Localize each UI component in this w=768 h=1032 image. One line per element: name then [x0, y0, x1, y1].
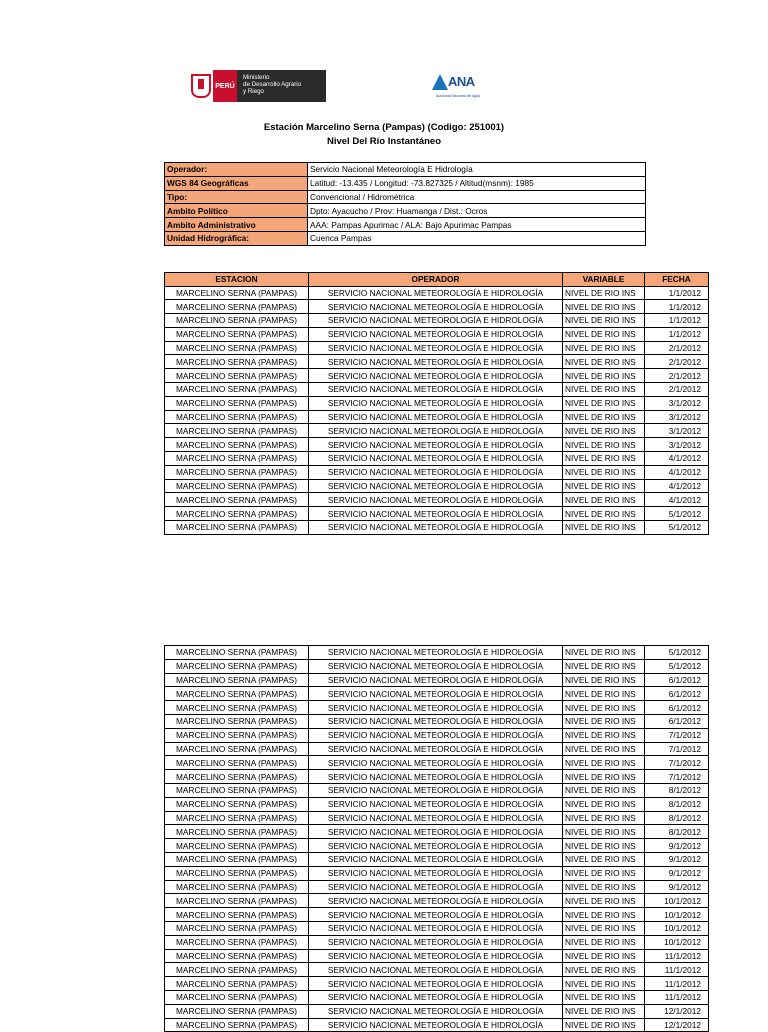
cell-variable: NIVEL DE RIO INS	[563, 866, 645, 880]
cell-operador: SERVICIO NACIONAL METEOROLOGÍA E HIDROLOGÍA	[309, 935, 563, 949]
cell-estacion: MARCELINO SERNA (PAMPAS)	[165, 714, 309, 728]
cell-variable: NIVEL DE RIO INS	[563, 383, 645, 397]
cell-operador: SERVICIO NACIONAL METEOROLOGÍA E HIDROLOGÍA	[309, 894, 563, 908]
cell-operador: SERVICIO NACIONAL METEOROLOGÍA E HIDROLOGÍA	[309, 728, 563, 742]
table-row	[165, 1018, 709, 1032]
cell-estacion: MARCELINO SERNA (PAMPAS)	[165, 963, 309, 977]
cell-fecha: 2/1/2012	[645, 341, 709, 355]
cell-variable: NIVEL DE RIO INS	[563, 493, 645, 507]
cell-operador: SERVICIO NACIONAL METEOROLOGÍA E HIDROLOGÍA	[309, 839, 563, 853]
cell-operador: SERVICIO NACIONAL METEOROLOGÍA E HIDROLOGÍA	[309, 1018, 563, 1032]
table-row	[165, 839, 709, 853]
cell-variable: NIVEL DE RIO INS	[563, 701, 645, 715]
cell-estacion: MARCELINO SERNA (PAMPAS)	[165, 438, 309, 452]
cell-operador: SERVICIO NACIONAL METEOROLOGÍA E HIDROLOGÍA	[309, 1004, 563, 1018]
cell-fecha: 2/1/2012	[645, 369, 709, 383]
cell-fecha: 4/1/2012	[645, 465, 709, 479]
cell-variable: NIVEL DE RIO INS	[563, 756, 645, 770]
info-row	[165, 204, 646, 218]
cell-estacion: MARCELINO SERNA (PAMPAS)	[165, 977, 309, 991]
table-row	[165, 894, 709, 908]
table-row	[165, 949, 709, 963]
cell-estacion: MARCELINO SERNA (PAMPAS)	[165, 866, 309, 880]
cell-estacion: MARCELINO SERNA (PAMPAS)	[165, 424, 309, 438]
table-row	[165, 921, 709, 935]
cell-fecha: 3/1/2012	[645, 410, 709, 424]
info-label: Ambito Administrativo	[165, 218, 308, 232]
ana-subtitle: Autoridad Nacional del Agua	[435, 94, 481, 98]
cell-fecha: 11/1/2012	[645, 977, 709, 991]
cell-variable: NIVEL DE RIO INS	[563, 410, 645, 424]
data-table-page1	[164, 272, 709, 535]
cell-operador: SERVICIO NACIONAL METEOROLOGÍA E HIDROLOGÍA	[309, 438, 563, 452]
cell-variable: NIVEL DE RIO INS	[563, 286, 645, 300]
cell-estacion: MARCELINO SERNA (PAMPAS)	[165, 990, 309, 1004]
info-row	[165, 163, 646, 177]
table-row	[165, 714, 709, 728]
table-row	[165, 341, 709, 355]
cell-operador: SERVICIO NACIONAL METEOROLOGÍA E HIDROLOGÍA	[309, 701, 563, 715]
cell-variable: NIVEL DE RIO INS	[563, 797, 645, 811]
header-fecha: FECHA	[645, 273, 709, 287]
table-row	[165, 410, 709, 424]
cell-variable: NIVEL DE RIO INS	[563, 742, 645, 756]
cell-fecha: 6/1/2012	[645, 701, 709, 715]
table-row	[165, 646, 709, 660]
cell-estacion: MARCELINO SERNA (PAMPAS)	[165, 949, 309, 963]
table-row	[165, 438, 709, 452]
table-row	[165, 811, 709, 825]
cell-variable: NIVEL DE RIO INS	[563, 852, 645, 866]
cell-fecha: 4/1/2012	[645, 452, 709, 466]
cell-operador: SERVICIO NACIONAL METEOROLOGÍA E HIDROLOGÍA	[309, 990, 563, 1004]
table-row	[165, 452, 709, 466]
cell-fecha: 9/1/2012	[645, 839, 709, 853]
cell-operador: SERVICIO NACIONAL METEOROLOGÍA E HIDROLOGÍA	[309, 770, 563, 784]
table-row	[165, 825, 709, 839]
table-row	[165, 493, 709, 507]
cell-operador: SERVICIO NACIONAL METEOROLOGÍA E HIDROLOGÍA	[309, 756, 563, 770]
info-value: Convencional / Hidrométrica	[308, 190, 646, 204]
table-row	[165, 990, 709, 1004]
table-row	[165, 770, 709, 784]
cell-fecha: 8/1/2012	[645, 811, 709, 825]
cell-estacion: MARCELINO SERNA (PAMPAS)	[165, 673, 309, 687]
cell-variable: NIVEL DE RIO INS	[563, 839, 645, 853]
info-label: WGS 84 Geográficas	[165, 176, 308, 190]
header-operador: OPERADOR	[309, 273, 563, 287]
cell-variable: NIVEL DE RIO INS	[563, 646, 645, 660]
cell-estacion: MARCELINO SERNA (PAMPAS)	[165, 341, 309, 355]
peru-crest-icon	[189, 70, 213, 102]
cell-operador: SERVICIO NACIONAL METEOROLOGÍA E HIDROLOGÍA	[309, 424, 563, 438]
cell-variable: NIVEL DE RIO INS	[563, 921, 645, 935]
table-row	[165, 880, 709, 894]
cell-estacion: MARCELINO SERNA (PAMPAS)	[165, 646, 309, 660]
cell-estacion: MARCELINO SERNA (PAMPAS)	[165, 687, 309, 701]
page-title: Estación Marcelino Serna (Pampas) (Codigo: 251001)	[263, 122, 505, 133]
cell-fecha: 7/1/2012	[645, 756, 709, 770]
station-info-table	[164, 162, 646, 246]
cell-estacion: MARCELINO SERNA (PAMPAS)	[165, 314, 309, 328]
cell-variable: NIVEL DE RIO INS	[563, 811, 645, 825]
cell-fecha: 3/1/2012	[645, 424, 709, 438]
info-row	[165, 218, 646, 232]
cell-fecha: 3/1/2012	[645, 396, 709, 410]
cell-fecha: 10/1/2012	[645, 935, 709, 949]
info-label: Ambito Político	[165, 204, 308, 218]
cell-estacion: MARCELINO SERNA (PAMPAS)	[165, 770, 309, 784]
cell-estacion: MARCELINO SERNA (PAMPAS)	[165, 300, 309, 314]
cell-fecha: 4/1/2012	[645, 493, 709, 507]
cell-operador: SERVICIO NACIONAL METEOROLOGÍA E HIDROLOGÍA	[309, 783, 563, 797]
cell-estacion: MARCELINO SERNA (PAMPAS)	[165, 507, 309, 521]
cell-fecha: 4/1/2012	[645, 479, 709, 493]
cell-estacion: MARCELINO SERNA (PAMPAS)	[165, 797, 309, 811]
cell-operador: SERVICIO NACIONAL METEOROLOGÍA E HIDROLOGÍA	[309, 521, 563, 535]
cell-fecha: 11/1/2012	[645, 949, 709, 963]
cell-operador: SERVICIO NACIONAL METEOROLOGÍA E HIDROLOGÍA	[309, 341, 563, 355]
cell-estacion: MARCELINO SERNA (PAMPAS)	[165, 811, 309, 825]
table-row	[165, 465, 709, 479]
info-row	[165, 176, 646, 190]
cell-operador: SERVICIO NACIONAL METEOROLOGÍA E HIDROLOGÍA	[309, 507, 563, 521]
cell-variable: NIVEL DE RIO INS	[563, 770, 645, 784]
table-row	[165, 756, 709, 770]
table-row	[165, 659, 709, 673]
cell-estacion: MARCELINO SERNA (PAMPAS)	[165, 521, 309, 535]
cell-fecha: 10/1/2012	[645, 894, 709, 908]
cell-variable: NIVEL DE RIO INS	[563, 977, 645, 991]
cell-operador: SERVICIO NACIONAL METEOROLOGÍA E HIDROLOGÍA	[309, 852, 563, 866]
cell-operador: SERVICIO NACIONAL METEOROLOGÍA E HIDROLOGÍA	[309, 866, 563, 880]
cell-variable: NIVEL DE RIO INS	[563, 300, 645, 314]
cell-variable: NIVEL DE RIO INS	[563, 327, 645, 341]
table-row	[165, 935, 709, 949]
cell-variable: NIVEL DE RIO INS	[563, 825, 645, 839]
cell-fecha: 7/1/2012	[645, 742, 709, 756]
cell-operador: SERVICIO NACIONAL METEOROLOGÍA E HIDROLOGÍA	[309, 465, 563, 479]
table-row	[165, 479, 709, 493]
table-row	[165, 355, 709, 369]
cell-fecha: 9/1/2012	[645, 880, 709, 894]
cell-variable: NIVEL DE RIO INS	[563, 659, 645, 673]
info-value: Latitud: -13.435 / Longitud: -73.827325 / Altitud(msnm): 1985	[308, 176, 646, 190]
cell-fecha: 1/1/2012	[645, 286, 709, 300]
info-label: Tipo:	[165, 190, 308, 204]
cell-estacion: MARCELINO SERNA (PAMPAS)	[165, 286, 309, 300]
cell-operador: SERVICIO NACIONAL METEOROLOGÍA E HIDROLOGÍA	[309, 921, 563, 935]
info-row	[165, 190, 646, 204]
cell-variable: NIVEL DE RIO INS	[563, 465, 645, 479]
cell-estacion: MARCELINO SERNA (PAMPAS)	[165, 908, 309, 922]
cell-estacion: MARCELINO SERNA (PAMPAS)	[165, 355, 309, 369]
header-estacion: ESTACION	[165, 273, 309, 287]
cell-variable: NIVEL DE RIO INS	[563, 521, 645, 535]
header-variable: VARIABLE	[563, 273, 645, 287]
cell-fecha: 9/1/2012	[645, 866, 709, 880]
cell-variable: NIVEL DE RIO INS	[563, 396, 645, 410]
cell-operador: SERVICIO NACIONAL METEOROLOGÍA E HIDROLOGÍA	[309, 659, 563, 673]
cell-fecha: 12/1/2012	[645, 1004, 709, 1018]
cell-fecha: 10/1/2012	[645, 908, 709, 922]
cell-variable: NIVEL DE RIO INS	[563, 479, 645, 493]
cell-fecha: 5/1/2012	[645, 521, 709, 535]
cell-variable: NIVEL DE RIO INS	[563, 507, 645, 521]
cell-estacion: MARCELINO SERNA (PAMPAS)	[165, 383, 309, 397]
cell-operador: SERVICIO NACIONAL METEOROLOGÍA E HIDROLOGÍA	[309, 410, 563, 424]
cell-fecha: 1/1/2012	[645, 300, 709, 314]
peru-label: PERÚ	[213, 70, 237, 102]
table-row	[165, 383, 709, 397]
cell-estacion: MARCELINO SERNA (PAMPAS)	[165, 839, 309, 853]
cell-fecha: 8/1/2012	[645, 797, 709, 811]
table-row	[165, 396, 709, 410]
cell-fecha: 1/1/2012	[645, 327, 709, 341]
cell-estacion: MARCELINO SERNA (PAMPAS)	[165, 880, 309, 894]
cell-operador: SERVICIO NACIONAL METEOROLOGÍA E HIDROLOGÍA	[309, 452, 563, 466]
cell-estacion: MARCELINO SERNA (PAMPAS)	[165, 396, 309, 410]
cell-estacion: MARCELINO SERNA (PAMPAS)	[165, 1018, 309, 1032]
cell-operador: SERVICIO NACIONAL METEOROLOGÍA E HIDROLOGÍA	[309, 300, 563, 314]
data-table-page2	[164, 645, 709, 1032]
cell-operador: SERVICIO NACIONAL METEOROLOGÍA E HIDROLOGÍA	[309, 355, 563, 369]
table-row	[165, 507, 709, 521]
table-row	[165, 797, 709, 811]
table-row	[165, 673, 709, 687]
table-row	[165, 783, 709, 797]
cell-operador: SERVICIO NACIONAL METEOROLOGÍA E HIDROLOGÍA	[309, 286, 563, 300]
cell-estacion: MARCELINO SERNA (PAMPAS)	[165, 465, 309, 479]
cell-operador: SERVICIO NACIONAL METEOROLOGÍA E HIDROLOGÍA	[309, 493, 563, 507]
cell-operador: SERVICIO NACIONAL METEOROLOGÍA E HIDROLOGÍA	[309, 646, 563, 660]
table-row	[165, 866, 709, 880]
cell-operador: SERVICIO NACIONAL METEOROLOGÍA E HIDROLOGÍA	[309, 963, 563, 977]
cell-operador: SERVICIO NACIONAL METEOROLOGÍA E HIDROLOGÍA	[309, 714, 563, 728]
cell-operador: SERVICIO NACIONAL METEOROLOGÍA E HIDROLOGÍA	[309, 314, 563, 328]
info-label: Operador:	[165, 163, 308, 177]
minag-logo	[189, 70, 326, 102]
info-row	[165, 231, 646, 245]
cell-fecha: 3/1/2012	[645, 438, 709, 452]
cell-fecha: 7/1/2012	[645, 728, 709, 742]
cell-variable: NIVEL DE RIO INS	[563, 963, 645, 977]
cell-fecha: 7/1/2012	[645, 770, 709, 784]
cell-variable: NIVEL DE RIO INS	[563, 355, 645, 369]
cell-fecha: 2/1/2012	[645, 355, 709, 369]
info-value: Servicio Nacional Meteorología E Hidrología	[308, 163, 646, 177]
cell-fecha: 1/1/2012	[645, 314, 709, 328]
cell-estacion: MARCELINO SERNA (PAMPAS)	[165, 894, 309, 908]
cell-variable: NIVEL DE RIO INS	[563, 314, 645, 328]
cell-variable: NIVEL DE RIO INS	[563, 369, 645, 383]
cell-operador: SERVICIO NACIONAL METEOROLOGÍA E HIDROLOGÍA	[309, 687, 563, 701]
cell-operador: SERVICIO NACIONAL METEOROLOGÍA E HIDROLOGÍA	[309, 811, 563, 825]
cell-variable: NIVEL DE RIO INS	[563, 880, 645, 894]
cell-estacion: MARCELINO SERNA (PAMPAS)	[165, 701, 309, 715]
table-row	[165, 369, 709, 383]
cell-estacion: MARCELINO SERNA (PAMPAS)	[165, 1004, 309, 1018]
cell-estacion: MARCELINO SERNA (PAMPAS)	[165, 728, 309, 742]
table-row	[165, 908, 709, 922]
info-value: AAA: Pampas Apurimac / ALA: Bajo Apurimac Pampas	[308, 218, 646, 232]
cell-estacion: MARCELINO SERNA (PAMPAS)	[165, 493, 309, 507]
cell-variable: NIVEL DE RIO INS	[563, 673, 645, 687]
info-value: Cuenca Pampas	[308, 231, 646, 245]
table-row	[165, 963, 709, 977]
cell-operador: SERVICIO NACIONAL METEOROLOGÍA E HIDROLOGÍA	[309, 396, 563, 410]
cell-variable: NIVEL DE RIO INS	[563, 687, 645, 701]
cell-variable: NIVEL DE RIO INS	[563, 908, 645, 922]
cell-estacion: MARCELINO SERNA (PAMPAS)	[165, 783, 309, 797]
ministry-name: Ministerio de Desarrollo Agrario y Riego	[237, 70, 326, 102]
cell-fecha: 5/1/2012	[645, 646, 709, 660]
cell-estacion: MARCELINO SERNA (PAMPAS)	[165, 410, 309, 424]
cell-variable: NIVEL DE RIO INS	[563, 438, 645, 452]
table-row	[165, 977, 709, 991]
cell-operador: SERVICIO NACIONAL METEOROLOGÍA E HIDROLOGÍA	[309, 369, 563, 383]
ana-drop-icon	[432, 74, 448, 90]
info-value: Dpto: Ayacucho / Prov: Huamanga / Dist.: Ocros	[308, 204, 646, 218]
cell-operador: SERVICIO NACIONAL METEOROLOGÍA E HIDROLOGÍA	[309, 797, 563, 811]
cell-estacion: MARCELINO SERNA (PAMPAS)	[165, 921, 309, 935]
cell-operador: SERVICIO NACIONAL METEOROLOGÍA E HIDROLOGÍA	[309, 327, 563, 341]
cell-fecha: 11/1/2012	[645, 963, 709, 977]
cell-fecha: 9/1/2012	[645, 852, 709, 866]
table-row	[165, 742, 709, 756]
ana-logo	[428, 72, 488, 102]
table-row	[165, 852, 709, 866]
cell-variable: NIVEL DE RIO INS	[563, 452, 645, 466]
table-row	[165, 728, 709, 742]
table-row	[165, 327, 709, 341]
cell-fecha: 6/1/2012	[645, 673, 709, 687]
table-row	[165, 521, 709, 535]
cell-operador: SERVICIO NACIONAL METEOROLOGÍA E HIDROLOGÍA	[309, 908, 563, 922]
cell-estacion: MARCELINO SERNA (PAMPAS)	[165, 659, 309, 673]
cell-fecha: 5/1/2012	[645, 659, 709, 673]
cell-variable: NIVEL DE RIO INS	[563, 341, 645, 355]
page-subtitle: Nivel Del Río Instantáneo	[326, 136, 442, 147]
cell-operador: SERVICIO NACIONAL METEOROLOGÍA E HIDROLOGÍA	[309, 479, 563, 493]
cell-estacion: MARCELINO SERNA (PAMPAS)	[165, 756, 309, 770]
cell-fecha: 2/1/2012	[645, 383, 709, 397]
cell-fecha: 6/1/2012	[645, 714, 709, 728]
cell-estacion: MARCELINO SERNA (PAMPAS)	[165, 327, 309, 341]
cell-estacion: MARCELINO SERNA (PAMPAS)	[165, 452, 309, 466]
cell-fecha: 10/1/2012	[645, 921, 709, 935]
cell-operador: SERVICIO NACIONAL METEOROLOGÍA E HIDROLOGÍA	[309, 949, 563, 963]
cell-fecha: 5/1/2012	[645, 507, 709, 521]
table-header-row	[165, 273, 709, 287]
cell-variable: NIVEL DE RIO INS	[563, 424, 645, 438]
table-row	[165, 687, 709, 701]
cell-operador: SERVICIO NACIONAL METEOROLOGÍA E HIDROLOGÍA	[309, 383, 563, 397]
cell-fecha: 11/1/2012	[645, 990, 709, 1004]
cell-variable: NIVEL DE RIO INS	[563, 1004, 645, 1018]
cell-operador: SERVICIO NACIONAL METEOROLOGÍA E HIDROLOGÍA	[309, 673, 563, 687]
cell-estacion: MARCELINO SERNA (PAMPAS)	[165, 935, 309, 949]
cell-fecha: 8/1/2012	[645, 825, 709, 839]
cell-estacion: MARCELINO SERNA (PAMPAS)	[165, 825, 309, 839]
cell-fecha: 8/1/2012	[645, 783, 709, 797]
ana-name: ANA	[448, 74, 475, 89]
cell-variable: NIVEL DE RIO INS	[563, 949, 645, 963]
cell-estacion: MARCELINO SERNA (PAMPAS)	[165, 742, 309, 756]
table-row	[165, 300, 709, 314]
cell-variable: NIVEL DE RIO INS	[563, 1018, 645, 1032]
cell-variable: NIVEL DE RIO INS	[563, 728, 645, 742]
cell-variable: NIVEL DE RIO INS	[563, 714, 645, 728]
cell-variable: NIVEL DE RIO INS	[563, 990, 645, 1004]
cell-fecha: 12/1/2012	[645, 1018, 709, 1032]
cell-operador: SERVICIO NACIONAL METEOROLOGÍA E HIDROLOGÍA	[309, 880, 563, 894]
cell-estacion: MARCELINO SERNA (PAMPAS)	[165, 479, 309, 493]
cell-variable: NIVEL DE RIO INS	[563, 935, 645, 949]
cell-operador: SERVICIO NACIONAL METEOROLOGÍA E HIDROLOGÍA	[309, 825, 563, 839]
table-row	[165, 424, 709, 438]
table-row	[165, 286, 709, 300]
cell-variable: NIVEL DE RIO INS	[563, 783, 645, 797]
cell-estacion: MARCELINO SERNA (PAMPAS)	[165, 852, 309, 866]
cell-fecha: 6/1/2012	[645, 687, 709, 701]
table-row	[165, 701, 709, 715]
info-label: Unidad Hidrográfica:	[165, 231, 308, 245]
table-row	[165, 1004, 709, 1018]
table-row	[165, 314, 709, 328]
cell-variable: NIVEL DE RIO INS	[563, 894, 645, 908]
cell-estacion: MARCELINO SERNA (PAMPAS)	[165, 369, 309, 383]
cell-operador: SERVICIO NACIONAL METEOROLOGÍA E HIDROLOGÍA	[309, 977, 563, 991]
cell-operador: SERVICIO NACIONAL METEOROLOGÍA E HIDROLOGÍA	[309, 742, 563, 756]
